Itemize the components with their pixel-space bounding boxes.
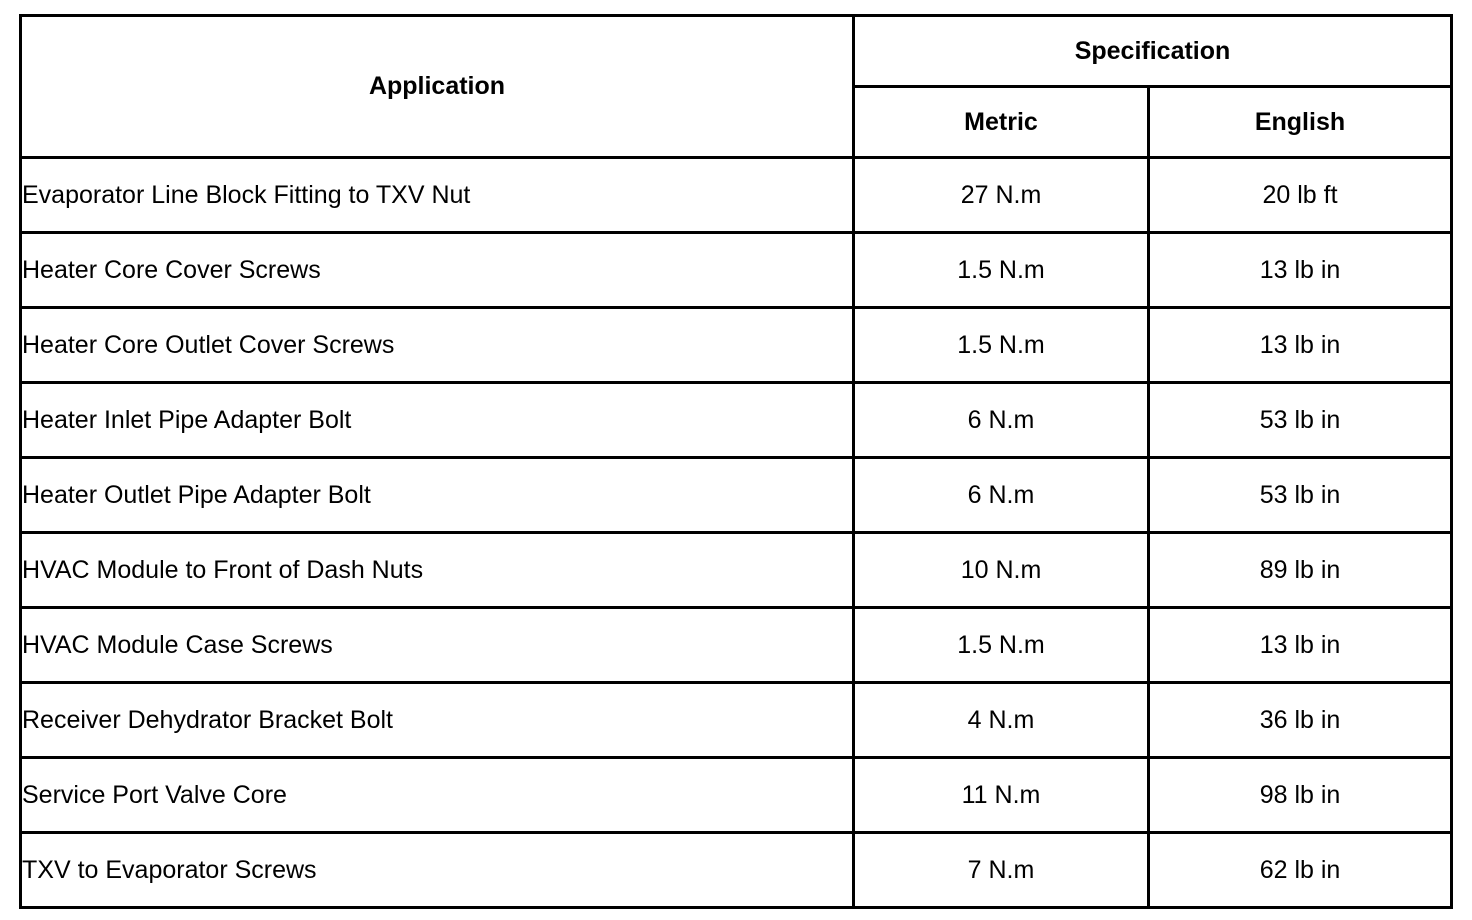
english-cell: 53 lb in [1149, 383, 1452, 458]
application-cell: HVAC Module to Front of Dash Nuts [21, 533, 854, 608]
english-cell: 13 lb in [1149, 308, 1452, 383]
table-row [21, 308, 1452, 383]
english-cell: 20 lb ft [1149, 158, 1452, 233]
table-header [21, 16, 1452, 158]
table-row [21, 683, 1452, 758]
application-cell: TXV to Evaporator Screws [21, 833, 854, 908]
metric-cell: 1.5 N.m [854, 233, 1149, 308]
table-row [21, 758, 1452, 833]
table-row [21, 233, 1452, 308]
english-cell: 62 lb in [1149, 833, 1452, 908]
application-cell: Heater Outlet Pipe Adapter Bolt [21, 458, 854, 533]
metric-cell: 6 N.m [854, 383, 1149, 458]
english-cell: 98 lb in [1149, 758, 1452, 833]
table-row [21, 533, 1452, 608]
metric-cell: 4 N.m [854, 683, 1149, 758]
application-cell: Heater Core Outlet Cover Screws [21, 308, 854, 383]
english-header: English [1149, 87, 1452, 158]
table-row [21, 833, 1452, 908]
english-cell: 13 lb in [1149, 608, 1452, 683]
metric-cell: 6 N.m [854, 458, 1149, 533]
metric-cell: 27 N.m [854, 158, 1149, 233]
table-row [21, 158, 1452, 233]
application-cell: HVAC Module Case Screws [21, 608, 854, 683]
metric-cell: 1.5 N.m [854, 308, 1149, 383]
table-row [21, 383, 1452, 458]
application-header: Application [21, 16, 854, 158]
table-row [21, 458, 1452, 533]
metric-cell: 11 N.m [854, 758, 1149, 833]
application-cell: Heater Inlet Pipe Adapter Bolt [21, 383, 854, 458]
english-cell: 53 lb in [1149, 458, 1452, 533]
english-cell: 89 lb in [1149, 533, 1452, 608]
application-cell: Service Port Valve Core [21, 758, 854, 833]
english-cell: 36 lb in [1149, 683, 1452, 758]
metric-cell: 1.5 N.m [854, 608, 1149, 683]
metric-header: Metric [854, 87, 1149, 158]
metric-cell: 7 N.m [854, 833, 1149, 908]
table-body [21, 158, 1452, 908]
metric-cell: 10 N.m [854, 533, 1149, 608]
application-cell: Evaporator Line Block Fitting to TXV Nut [21, 158, 854, 233]
torque-spec-table [19, 14, 1453, 909]
application-cell: Receiver Dehydrator Bracket Bolt [21, 683, 854, 758]
application-cell: Heater Core Cover Screws [21, 233, 854, 308]
table-row [21, 608, 1452, 683]
header-row-top [21, 16, 1452, 87]
english-cell: 13 lb in [1149, 233, 1452, 308]
specification-header: Specification [854, 16, 1452, 87]
